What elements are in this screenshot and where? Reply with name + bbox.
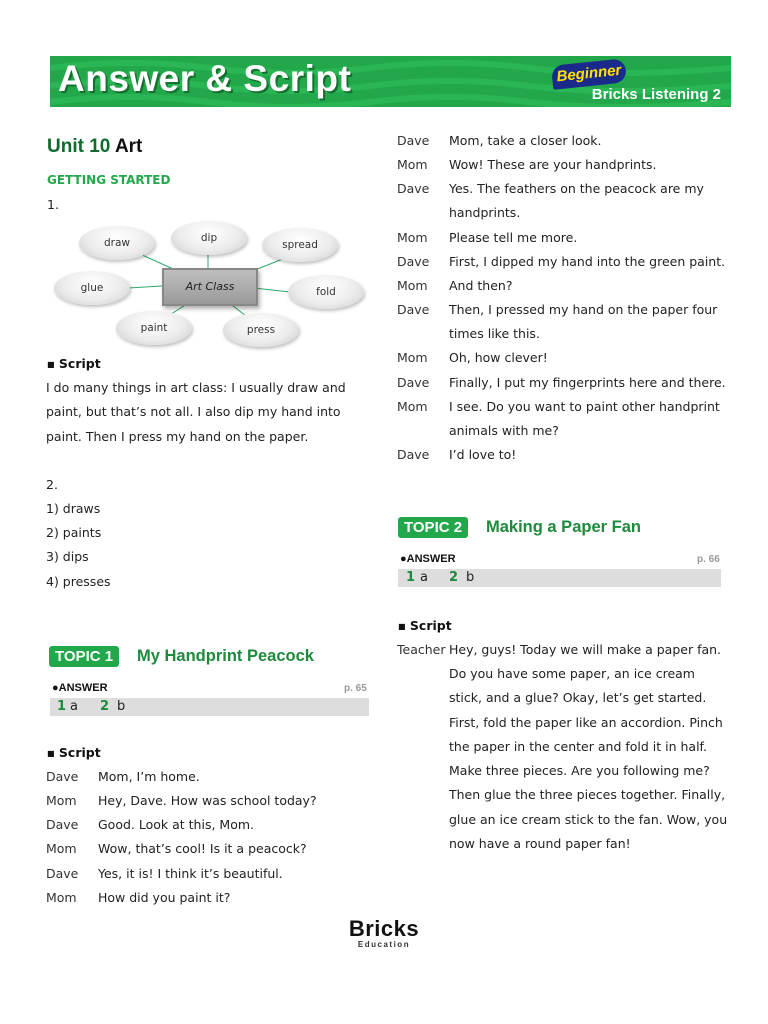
dialogue-line: I see. Do you want to paint other handprint [449,399,720,414]
diagram-node: paint [116,311,192,345]
script-line: paint, but that’s not all. I also dip my hand into [46,404,341,419]
speaker: Mom [46,841,77,856]
dialogue-line: First, I dipped my hand into the green paint. [449,254,726,269]
answer-value: b [117,699,126,714]
dialogue-line: Oh, how clever! [449,350,548,365]
dialogue-line: And then? [449,278,513,293]
diagram-node: dip [171,221,247,255]
dialogue-line: Yes. The feathers on the peacock are my [449,181,704,196]
speaker: Dave [397,302,430,317]
script-line: the paper in the center and fold it in half. [449,739,708,754]
dialogue-line: Mom, I’m home. [98,769,200,784]
dialogue-line: Good. Look at this, Mom. [98,817,254,832]
answer-bar [50,698,369,716]
answer-bar [398,569,721,587]
speaker: Dave [397,447,430,462]
dialogue-line: animals with me? [449,423,559,438]
speaker: Mom [397,350,428,365]
speaker: Teacher [397,642,446,657]
speaker: Mom [46,793,77,808]
question-2-label: 2. [46,477,58,492]
dialogue-line: How did you paint it? [98,890,231,905]
bullet-icon: ■ [47,749,55,758]
answer-number: 1 [57,699,67,714]
answer-label: ●ANSWER [52,682,108,694]
speaker: Dave [397,133,430,148]
question-1-label: 1. [47,197,59,212]
dialogue-line: handprints. [449,205,521,220]
unit-name: Art [114,136,143,157]
dialogue-line: Wow, that’s cool! Is it a peacock? [98,841,307,856]
topic-2-badge: TOPIC 2 [398,517,468,538]
answer-label: ●ANSWER [400,553,456,565]
script-heading: ■ Script [47,745,101,760]
script-line: Make three pieces. Are you following me? [449,763,710,778]
dialogue-line: Finally, I put my fingerprints here and there. [449,375,726,390]
page-title: Answer & Script [58,58,352,99]
answer-item: 3) dips [46,549,89,564]
speaker: Mom [397,399,428,414]
speaker: Dave [46,817,79,832]
script-line: Then glue the three pieces together. Finally, [449,787,726,802]
script-heading: ■ Script [47,356,101,371]
speaker: Mom [397,230,428,245]
script-heading: ■ Script [398,618,452,633]
diagram-node: fold [288,275,364,309]
speaker: Dave [46,866,79,881]
level-badge: Beginner [551,58,627,90]
speaker: Dave [397,375,430,390]
dialogue-line: Wow! These are your handprints. [449,157,657,172]
logo-subtext: Education [357,940,411,949]
unit-number: Unit 10 [47,136,111,157]
diagram-node: glue [54,271,130,305]
speaker: Mom [397,157,428,172]
speaker: Dave [397,254,430,269]
speaker: Mom [46,890,77,905]
answer-value: a [420,570,428,585]
script-line: Do you have some paper, an ice cream [449,666,695,681]
dialogue-line: Please tell me more. [449,230,578,245]
answer-number: 2 [449,570,459,585]
diagram-center: Art Class [162,268,258,306]
script-line: now have a round paper fan! [449,836,631,851]
series-name: Bricks Listening 2 [591,86,721,103]
topic-2-title: Making a Paper Fan [486,518,641,536]
script-line: glue an ice cream stick to the fan. Wow, you [449,812,728,827]
script-line: stick, and a glue? Okay, let’s get started. [449,690,707,705]
answer-item: 2) paints [46,525,102,540]
bullet-icon: ■ [47,360,55,369]
answer-number: 2 [100,699,110,714]
answer-item: 1) draws [46,501,101,516]
bullet-icon: ■ [398,622,406,631]
dialogue-line: Mom, take a closer look. [449,133,602,148]
topic-1-badge: TOPIC 1 [49,646,119,667]
dialogue-line: Hey, Dave. How was school today? [98,793,317,808]
section-heading-getting-started: GETTING STARTED [47,173,171,187]
dialogue-line: times like this. [449,326,540,341]
diagram-node: press [223,313,299,347]
speaker: Mom [397,278,428,293]
answer-value: a [70,699,78,714]
script-line: I do many things in art class: I usually draw and [46,380,346,395]
script-line: First, fold the paper like an accordion. Pinch [449,715,723,730]
answer-number: 1 [406,570,416,585]
diagram-node: spread [262,228,338,262]
script-line: paint. Then I press my hand on the paper. [46,429,309,444]
speaker: Dave [46,769,79,784]
dialogue-line: Then, I pressed my hand on the paper four [449,302,718,317]
logo-text: Bricks [348,916,420,941]
diagram-node: draw [79,226,155,260]
answer-value: b [466,570,475,585]
page-reference: p. 65 [344,683,367,694]
publisher-logo [346,918,422,949]
dialogue-line: Yes, it is! I think it’s beautiful. [98,866,283,881]
dialogue-line: I’d love to! [449,447,517,462]
script-line: Hey, guys! Today we will make a paper fan. [449,642,722,657]
topic-1-title: My Handprint Peacock [137,647,314,665]
page-reference: p. 66 [697,554,720,565]
speaker: Dave [397,181,430,196]
answer-item: 4) presses [46,574,111,589]
